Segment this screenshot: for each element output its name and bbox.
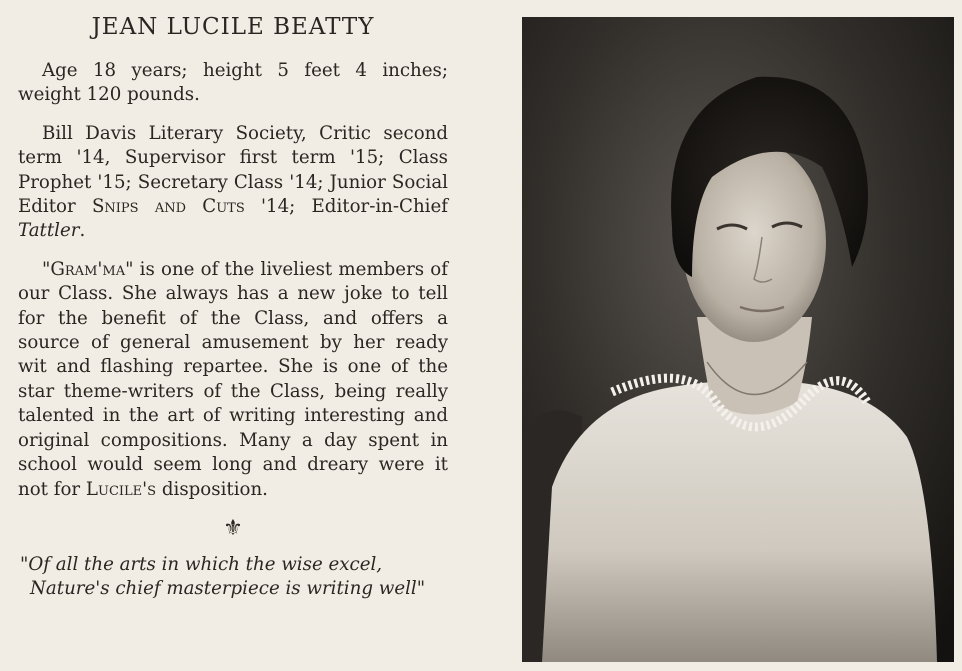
activities-text-3: . — [79, 220, 86, 242]
name-small-caps: Lucile's — [85, 478, 157, 500]
student-name: JEAN LUCILE BEATTY — [91, 14, 375, 40]
stats-paragraph: Age 18 years; height 5 feet 4 inches; weight 120 pounds. — [18, 60, 448, 106]
fleur-de-lis-icon: ⚜ — [223, 515, 243, 541]
publication-tattler: Tattler — [18, 220, 80, 242]
description-paragraph — [18, 258, 448, 502]
quote — [18, 553, 448, 601]
quote-line-1: "Of all the arts in which the wise excel, — [20, 553, 383, 575]
description-text-1: is one of the liveliest members of our Class. She always has a new joke to tell for the benefit of the Class, and offers a source of general amusement by her ready wit and flashing repartee. She is one of the star theme-writers of the Class, being really talented in the art of writing interesting and original compositions. Many a day spent in school would seem long and dreary were it not for — [18, 258, 448, 500]
activities-paragraph — [18, 122, 448, 244]
activities-text-2: '14; Editor-in-Chief — [244, 196, 448, 218]
portrait-illustration — [522, 17, 954, 662]
activities-text-1: Bill Davis Literary Society, Critic second term '14, Supervisor first term '15; Class Prophet '15; Secretary Class '14; Junior Social Editor — [18, 122, 448, 218]
publication-snips-and-cuts: Snips and Cuts — [91, 196, 245, 218]
portrait-photo — [522, 17, 954, 662]
nickname: "Gram'ma" — [42, 258, 134, 280]
description-text-2: disposition. — [156, 478, 268, 500]
quote-line-2: Nature's chief masterpiece is writing well" — [30, 577, 426, 599]
text-column — [18, 12, 448, 601]
